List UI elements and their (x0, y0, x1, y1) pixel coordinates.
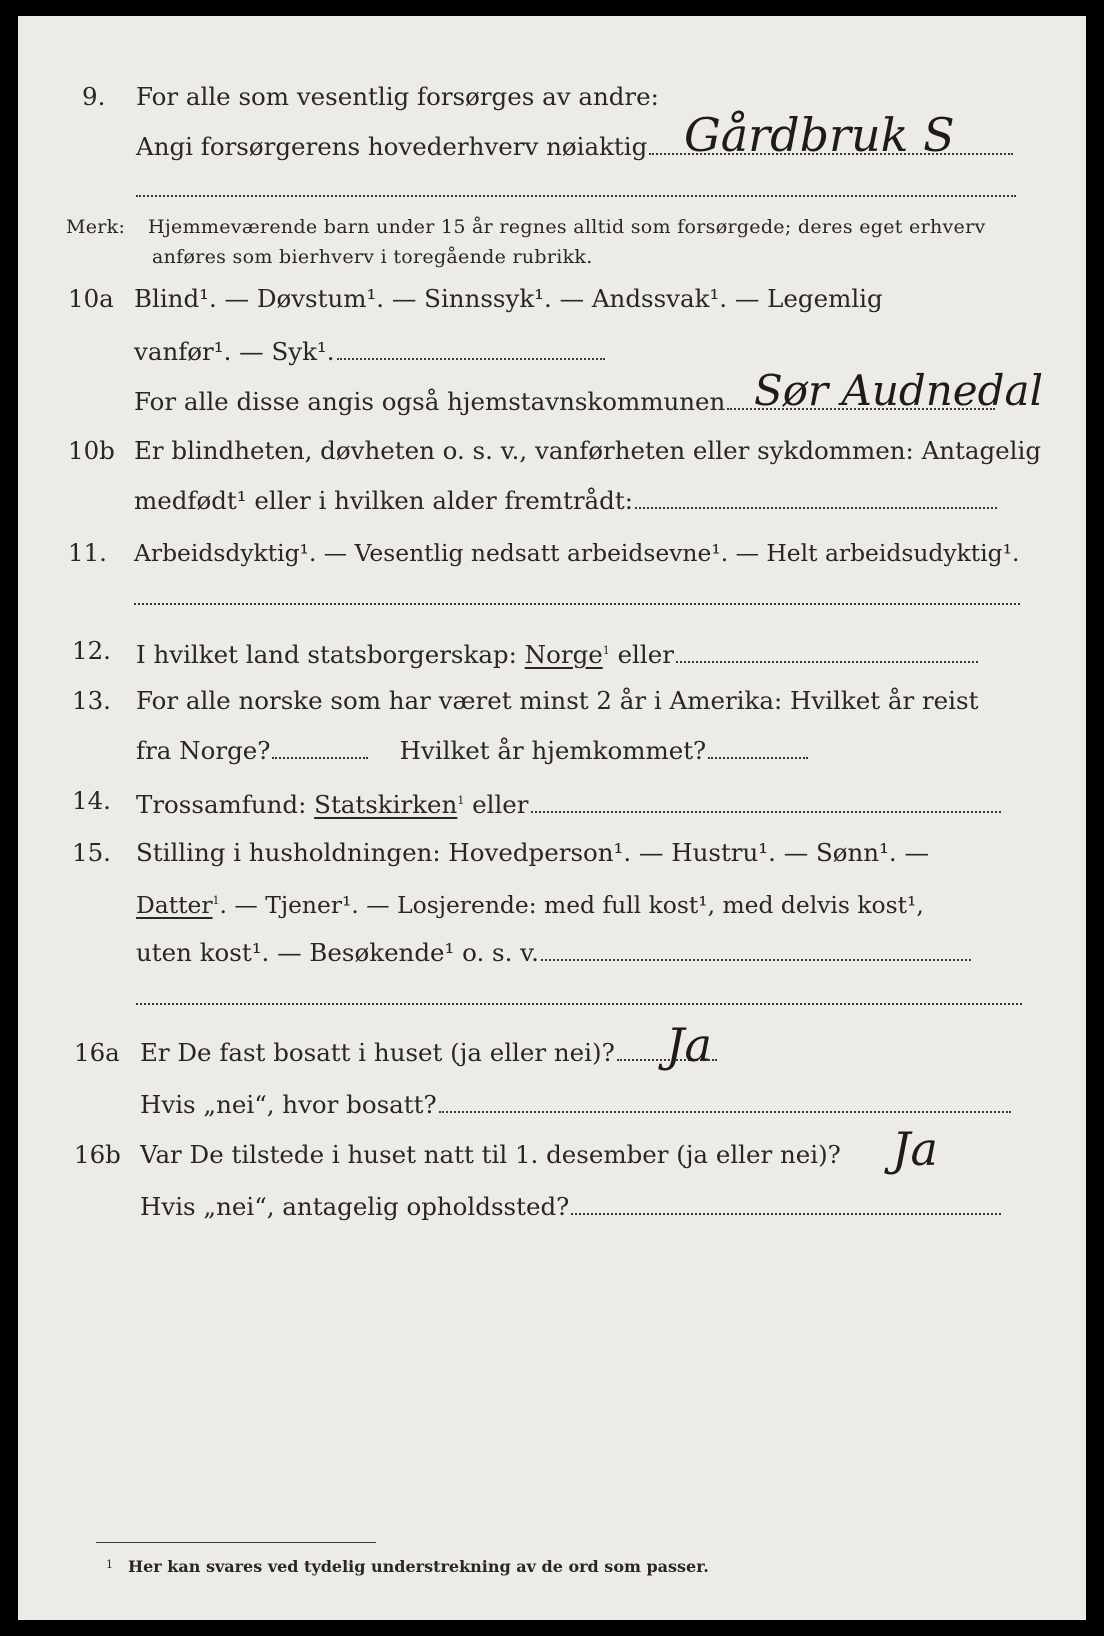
footnote-text: Her kan svares ved tydelig understrekning av de ord som passer. (128, 1557, 709, 1576)
q16a-handwritten-answer: Ja (666, 1018, 712, 1072)
q16b-leader-2 (571, 1212, 1001, 1215)
q11-number: 11. (68, 538, 107, 567)
q10a-handwritten-answer: Sør Audnedal (754, 366, 1044, 415)
q16a-text-2: Hvis „nei“, hvor bosatt? (140, 1090, 437, 1119)
q10b-text-1: Er blindheten, døvheten o. s. v., vanførheten eller sykdommen: Antagelig (134, 436, 1042, 465)
q15-number: 15. (72, 838, 111, 867)
merk-text-2: anføres som bierhverv i toregående rubrikk. (152, 246, 593, 268)
q15-text-3: uten kost¹. — Besøkende¹ o. s. v. (136, 938, 539, 967)
footnote-mark: 1 (106, 1558, 113, 1571)
q11-text-1: Arbeidsdyktig¹. — Vesentlig nedsatt arbeidsevne¹. — Helt arbeidsudyktig¹. (134, 539, 1020, 567)
q9-text-2: Angi forsørgerens hovederhverv nøiaktig (136, 132, 648, 161)
q13-text-2a: fra Norge? (136, 736, 271, 765)
q10a-leader-2 (337, 357, 605, 360)
q9-number: 9. (82, 82, 106, 111)
q16b-handwritten-answer: Ja (892, 1122, 938, 1176)
q10b-text-2: medfødt¹ eller i hvilken alder fremtrådt: (134, 486, 633, 515)
q13-leader-b (708, 756, 808, 759)
q11-extra-line (134, 602, 1020, 605)
q15-text-1: Stilling i husholdningen: Hovedperson¹. — Hustru¹. — Sønn¹. — (136, 838, 929, 867)
q16a-text-1: Er De fast bosatt i huset (ja eller nei)? (140, 1038, 615, 1067)
q10b-number: 10b (68, 436, 115, 465)
q15-extra-line (136, 1002, 1022, 1005)
q10b-leader (635, 506, 997, 509)
q14-text: Trossamfund: (136, 790, 307, 819)
q16b-number: 16b (74, 1140, 121, 1169)
q9-handwritten-answer: Gårdbruk S (684, 108, 955, 162)
q14-leader (531, 810, 1001, 813)
q14-underlined-statskirken: Statskirken (314, 790, 458, 819)
q16a-number: 16a (74, 1038, 120, 1067)
q10a-number: 10a (68, 284, 114, 313)
merk-text-1: Hjemmeværende barn under 15 år regnes alltid som forsørgede; deres eget erhverv (148, 216, 986, 238)
q15-text-2: . — Tjener¹. — Losjerende: med full kost¹, med delvis kost¹, (219, 891, 924, 919)
q12-number: 12. (72, 636, 111, 665)
q15-leader (541, 958, 971, 961)
q12-underlined-norge: Norge (524, 640, 603, 669)
q9-text-1: For alle som vesentlig forsørges av andre: (136, 82, 659, 111)
q16b-text-2: Hvis „nei“, antagelig opholdssted? (140, 1192, 570, 1221)
q10a-text-1: Blind¹. — Døvstum¹. — Sinnssyk¹. — Andssvak¹. — Legemlig (134, 284, 883, 313)
q13-number: 13. (72, 686, 111, 715)
q16a-leader-2 (439, 1110, 1011, 1113)
q13-text-1: For alle norske som har været minst 2 år i Amerika: Hvilket år reist (136, 686, 979, 715)
q14-number: 14. (72, 786, 111, 815)
footnote-rule (96, 1542, 376, 1543)
q12-leader (676, 660, 978, 663)
census-form-page: 9. For alle som vesentlig forsørges av andre: Angi forsørgerens hovederhverv nøiaktig Gårdbruk S Merk: Hjemmeværende barn under 15 år regnes alltid som forsørgede; deres eget erhverv anføres som bierhverv i toregående rubrikk. 10a Blind¹. — Døvstum¹. — Sinnssyk¹. — Andssvak¹. — Legemlig vanfør¹. — Syk¹. For alle disse angis også hjemstavnskommunen Sør Audnedal 10b Er blindheten, døvheten o. s. v., vanførheten eller sykdommen: Antagelig medfødt¹ eller i hvilken alder fremtrådt: 11. Arbeidsdyktig¹. — Vesentlig nedsatt arbeidsevne¹. — Helt arbeidsudyktig¹. 12. I hvilket land statsborgerskap: Norge$^1$ eller 13. For alle norske som har været minst 2 år i Amerika: Hvilket år reist fra Norge? Hvilket år hjemkommet? 14. Trossamfund: Statskirken$^1$ eller 15. Stilling i husholdningen: Hovedperson¹. — Hustru¹. — Sønn¹. — Datter$^1$. — Tjener¹. — Losjerende: med full kost¹, med delvis kost¹, uten kost¹. — Besøkende¹ o. s. v. 16a Er De fast bosatt i huset (ja eller nei)? Ja Hvis „nei“, hvor bosatt? 16b Var De tilstede i huset natt til 1. desember (ja eller nei)? Ja Hvis „nei“, antagelig opholdssted? 1 Her kan svares ved tydelig understrekning av de ord som passer. (18, 16, 1086, 1620)
q12-text: I hvilket land statsborgerskap: (136, 640, 517, 669)
q16b-text-1: Var De tilstede i huset natt til 1. desember (ja eller nei)? (140, 1140, 841, 1169)
q13-leader-a (272, 756, 368, 759)
q10a-text-2: vanfør¹. — Syk¹. (134, 337, 335, 366)
q15-underlined-datter: Datter (136, 891, 213, 919)
q13-text-2b: Hvilket år hjemkommet? (399, 736, 707, 765)
q9-extra-line (136, 194, 1016, 197)
q12-eller: eller (617, 640, 674, 669)
q10a-text-3: For alle disse angis også hjemstavnskommunen (134, 387, 726, 416)
merk-label: Merk: (66, 216, 126, 238)
q14-eller: eller (472, 790, 529, 819)
